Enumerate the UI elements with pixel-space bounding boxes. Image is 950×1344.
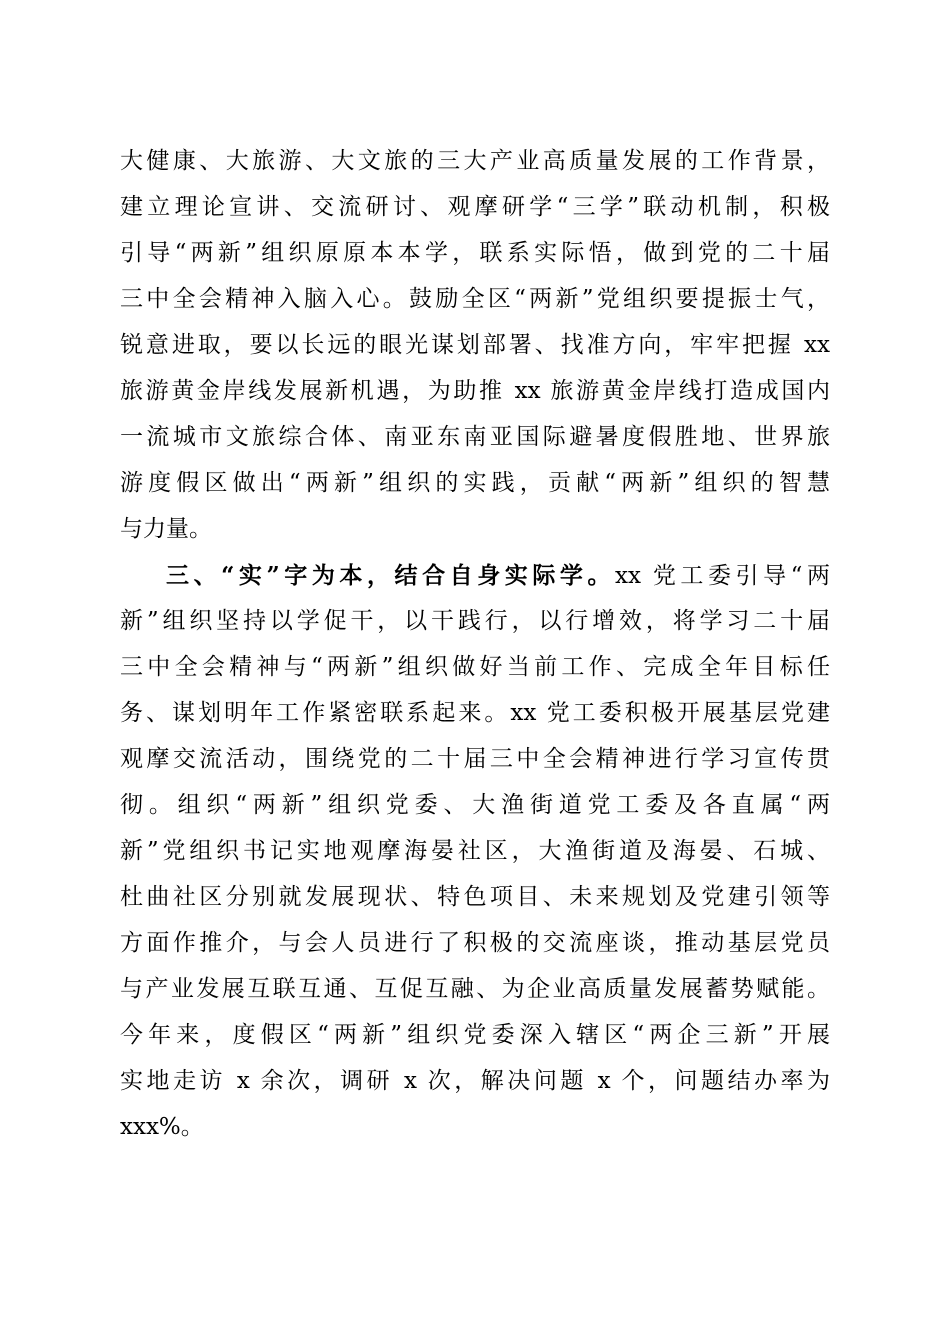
text-line: 与产业发展互联互通、互促互融、为企业高质量发展蓄势赋能。 xyxy=(120,976,830,1002)
text-line: 三中全会精神入脑入心。鼓励全区“两新”党组织要提振士气， xyxy=(120,286,830,312)
text-line: 三中全会精神与“两新”组织做好当前工作、完成全年目标任 xyxy=(120,654,830,680)
section-heading: 三、“实”字为本，结合自身实际学。 xyxy=(166,562,616,589)
text-line: 实地走访 x 余次，调研 x 次，解决问题 x 个，问题结办率为 xyxy=(120,1068,830,1094)
text-line: 务、谋划明年工作紧密联系起来。xx 党工委积极开展基层党建 xyxy=(120,700,830,726)
text-line: 彻。组织“两新”组织党委、大渔街道党工委及各直属“两 xyxy=(120,792,830,818)
text-line: 今年来，度假区“两新”组织党委深入辖区“两企三新”开展 xyxy=(120,1022,830,1048)
text-line: 新”组织坚持以学促干，以干践行，以行增效，将学习二十届 xyxy=(120,608,830,634)
text-line: 观摩交流活动，围绕党的二十届三中全会精神进行学习宣传贯 xyxy=(120,746,830,772)
text-line: 旅游黄金岸线发展新机遇，为助推 xx 旅游黄金岸线打造成国内 xyxy=(120,378,830,404)
text-line: 方面作推介，与会人员进行了积极的交流座谈，推动基层党员 xyxy=(120,930,830,956)
text-line: 与力量。 xyxy=(120,516,212,542)
text-line: 杜曲社区分别就发展现状、特色项目、未来规划及党建引领等 xyxy=(120,884,830,910)
text-line: 大健康、大旅游、大文旅的三大产业高质量发展的工作背景， xyxy=(120,148,830,174)
text-line: 引导“两新”组织原原本本学，联系实际悟，做到党的二十届 xyxy=(120,240,830,266)
text-line: 锐意进取，要以长远的眼光谋划部署、找准方向，牢牢把握 xx xyxy=(120,332,830,358)
paragraph-2-first-line xyxy=(166,552,830,599)
text-line: xxx%。 xyxy=(120,1114,204,1140)
text-line: 游度假区做出“两新”组织的实践，贡献“两新”组织的智慧 xyxy=(120,470,830,496)
text-line: 一流城市文旅综合体、南亚东南亚国际避暑度假胜地、世界旅 xyxy=(120,424,830,450)
text-line: 新”党组织书记实地观摩海晏社区，大渔街道及海晏、石城、 xyxy=(120,838,830,864)
text-line: 建立理论宣讲、交流研讨、观摩研学“三学”联动机制，积极 xyxy=(120,194,830,220)
heading-continuation: xx 党工委引导“两 xyxy=(615,563,830,589)
